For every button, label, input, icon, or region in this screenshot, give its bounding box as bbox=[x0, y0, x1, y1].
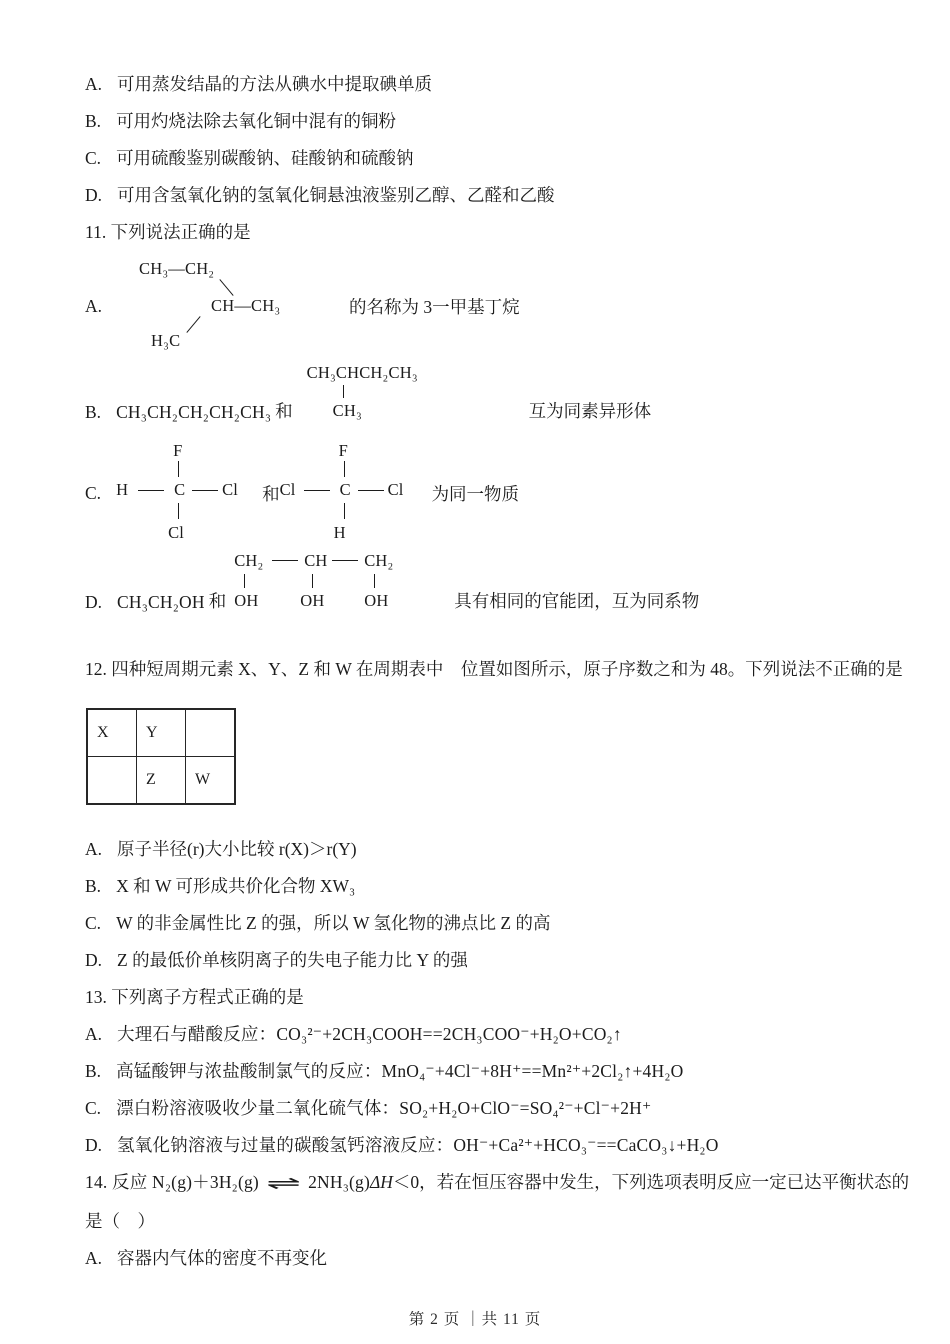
atom: F bbox=[173, 441, 183, 460]
option-letter: A. bbox=[85, 1248, 103, 1268]
atom-group: CH—CH₃ bbox=[211, 296, 281, 315]
q12-option-b bbox=[85, 876, 895, 897]
delta-h: ΔH bbox=[370, 1172, 393, 1192]
hydroxyl-group: OH bbox=[364, 591, 389, 610]
bond-vertical bbox=[178, 461, 179, 477]
option-letter: B. bbox=[85, 1061, 102, 1081]
structure-halomethane-2 bbox=[279, 441, 418, 545]
ionic-equation: 漂白粉溶液吸收少量二氧化硫气体：SO₂+H₂O+ClO⁻=SO₄²⁻+Cl⁻+2H⁺ bbox=[116, 1098, 652, 1118]
bond-horizontal bbox=[358, 490, 384, 491]
q14-stem-line2: 是（ ） bbox=[85, 1211, 155, 1231]
option-letter: B. bbox=[85, 876, 102, 896]
formula-ethanol: CH₃CH₂OH bbox=[117, 592, 205, 612]
option-text: Z 的最低价单核阴离子的失电子能力比 Y 的强 bbox=[117, 950, 468, 970]
q13-option-d bbox=[85, 1135, 895, 1156]
reaction-left: 14. 反应 N₂(g)＋3H₂(g) bbox=[85, 1172, 259, 1192]
hydroxyl-group: OH bbox=[234, 591, 259, 610]
ionic-equation: 大理石与醋酸反应：CO₃²⁻+2CH₃COOH==2CH₃COO⁻+H₂O+CO₂↑ bbox=[117, 1024, 622, 1044]
bond-vertical bbox=[178, 503, 179, 519]
stem-text: ＜0，若在恒压容器中发生，下列选项表明反应一定已达平衡状态的 bbox=[392, 1172, 910, 1192]
option-letter: B. bbox=[85, 111, 102, 131]
atom-group: CH₃CHCH₂CH₃ bbox=[306, 363, 418, 382]
atom: H bbox=[116, 480, 129, 499]
option-letter: C. bbox=[85, 913, 102, 933]
question-10-options bbox=[85, 74, 895, 206]
option-letter: D. bbox=[85, 185, 103, 205]
formula-pentane: CH₃CH₂CH₂CH₂CH₃ bbox=[116, 402, 272, 422]
q12-stem: 12. 四种短周期元素 X、Y、Z 和 W 在周期表中 位置如图所示，原子序数之和为 48。下列说法不正确的是 bbox=[85, 659, 903, 679]
periodic-position-grid bbox=[86, 708, 236, 805]
option-letter: A. bbox=[85, 1024, 103, 1044]
bond-vertical bbox=[374, 574, 375, 588]
grid-row bbox=[87, 709, 235, 757]
bond-horizontal bbox=[138, 490, 164, 491]
q12-option-d bbox=[85, 950, 895, 971]
bond-horizontal bbox=[192, 490, 218, 491]
ionic-equation: 高锰酸钾与浓盐酸制氯气的反应：MnO₄⁻+4Cl⁻+8H⁺==Mn²⁺+2Cl₂↑+4H₂O bbox=[116, 1061, 684, 1081]
bond-horizontal bbox=[272, 560, 298, 561]
grid-cell-x: X bbox=[87, 709, 137, 757]
question-11 bbox=[85, 222, 895, 613]
atom-group: H₃C bbox=[151, 331, 181, 350]
atom: Cl bbox=[279, 480, 296, 499]
option-text: X 和 W 可形成共价化合物 XW₃ bbox=[116, 876, 356, 896]
bond-vertical bbox=[312, 574, 313, 588]
atom: C bbox=[339, 480, 351, 499]
question-14 bbox=[85, 1172, 910, 1269]
bond-diagonal bbox=[186, 316, 200, 333]
atom: H bbox=[333, 523, 346, 542]
structure-methylbutane bbox=[307, 363, 465, 423]
q11-option-d bbox=[85, 551, 895, 613]
hydroxyl-group: OH bbox=[300, 591, 325, 610]
q14-stem-line1 bbox=[85, 1172, 910, 1194]
q11-option-a bbox=[85, 259, 895, 353]
option-text: 的名称为 3一甲基丁烷 bbox=[349, 296, 520, 317]
question-12 bbox=[85, 659, 903, 971]
grid-cell-z: Z bbox=[137, 757, 186, 805]
option-letter: B. bbox=[85, 402, 102, 422]
q10-option-d bbox=[85, 185, 895, 206]
q13-option-b bbox=[85, 1061, 895, 1082]
q10-option-c bbox=[85, 148, 895, 169]
atom-group: CH₂ bbox=[234, 551, 264, 570]
q10-option-b bbox=[85, 111, 895, 132]
structure-halomethane-1 bbox=[116, 441, 252, 545]
atom-group: CH₃ bbox=[332, 401, 362, 420]
reaction-right: 2NH₃(g) bbox=[308, 1172, 370, 1192]
option-text: 可用含氢氧化钠的氢氧化铜悬浊液鉴别乙醇、乙醛和乙酸 bbox=[117, 185, 555, 205]
q13-option-c bbox=[85, 1098, 895, 1119]
conjunction: 和 bbox=[262, 483, 280, 504]
bond-vertical bbox=[344, 503, 345, 519]
bond-vertical bbox=[344, 461, 345, 477]
atom: C bbox=[174, 480, 186, 499]
option-text: 容器内气体的密度不再变化 bbox=[117, 1248, 328, 1268]
option-text: 互为同素异形体 bbox=[528, 401, 652, 421]
conjunction: 和 bbox=[208, 591, 227, 611]
option-letter: A. bbox=[85, 295, 103, 316]
question-13 bbox=[85, 987, 895, 1156]
option-text: W 的非金属性比 Z 的强，所以 W 氢化物的沸点比 Z 的高 bbox=[116, 913, 551, 933]
q12-option-a bbox=[85, 839, 895, 860]
q11-option-c bbox=[85, 441, 895, 545]
atom: F bbox=[338, 441, 348, 460]
option-letter: C. bbox=[85, 1098, 102, 1118]
atom-group: CH₂ bbox=[364, 551, 394, 570]
grid-cell-empty bbox=[186, 709, 236, 757]
option-letter: D. bbox=[85, 592, 103, 612]
option-letter: D. bbox=[85, 950, 103, 970]
option-text: 具有相同的官能团，互为同系物 bbox=[454, 591, 700, 611]
atom: Cl bbox=[222, 480, 239, 499]
equilibrium-arrow: ⇌ bbox=[266, 1173, 301, 1194]
page-footer: 第 2 页 ｜共 11 页 bbox=[408, 1311, 542, 1328]
q11-option-b bbox=[85, 363, 895, 423]
bond-horizontal bbox=[332, 560, 358, 561]
option-letter: C. bbox=[85, 482, 102, 503]
bond-vertical bbox=[244, 574, 245, 588]
bond-horizontal bbox=[304, 490, 330, 491]
q14-option-a bbox=[85, 1248, 895, 1269]
grid-cell-y: Y bbox=[137, 709, 186, 757]
atom: Cl bbox=[168, 523, 185, 542]
q10-option-a bbox=[85, 74, 895, 95]
option-text: 可用硫酸鉴别碳酸钠、硅酸钠和硫酸钠 bbox=[116, 148, 414, 168]
option-letter: A. bbox=[85, 839, 103, 859]
structure-2-methylbutane bbox=[117, 259, 349, 353]
option-text: 可用蒸发结晶的方法从碘水中提取碘单质 bbox=[117, 74, 433, 94]
option-text: 原子半径(r)大小比较 r(X)＞r(Y) bbox=[117, 839, 357, 859]
structure-glycerol bbox=[234, 551, 446, 613]
atom-group: CH₃—CH₂ bbox=[139, 259, 215, 278]
option-text: 可用灼烧法除去氧化铜中混有的铜粉 bbox=[116, 111, 397, 131]
grid-row bbox=[87, 757, 235, 805]
q12-option-c bbox=[85, 913, 895, 934]
atom-group: CH bbox=[304, 551, 328, 570]
option-text: 为同一物质 bbox=[431, 483, 520, 504]
atom: Cl bbox=[387, 480, 404, 499]
option-letter: D. bbox=[85, 1135, 103, 1155]
grid-cell-w: W bbox=[186, 757, 236, 805]
conjunction: 和 bbox=[275, 401, 293, 421]
q13-option-a bbox=[85, 1024, 895, 1045]
q13-stem: 13. 下列离子方程式正确的是 bbox=[85, 987, 304, 1007]
bond-diagonal bbox=[219, 279, 233, 296]
grid-cell-empty bbox=[87, 757, 137, 805]
q11-stem: 11. 下列说法正确的是 bbox=[85, 222, 251, 242]
option-letter: C. bbox=[85, 148, 102, 168]
option-letter: A. bbox=[85, 74, 103, 94]
bond-vertical bbox=[343, 385, 344, 398]
ionic-equation: 氢氧化钠溶液与过量的碳酸氢钙溶液反应：OH⁻+Ca²⁺+HCO₃⁻==CaCO₃↓+H₂O bbox=[117, 1135, 719, 1155]
